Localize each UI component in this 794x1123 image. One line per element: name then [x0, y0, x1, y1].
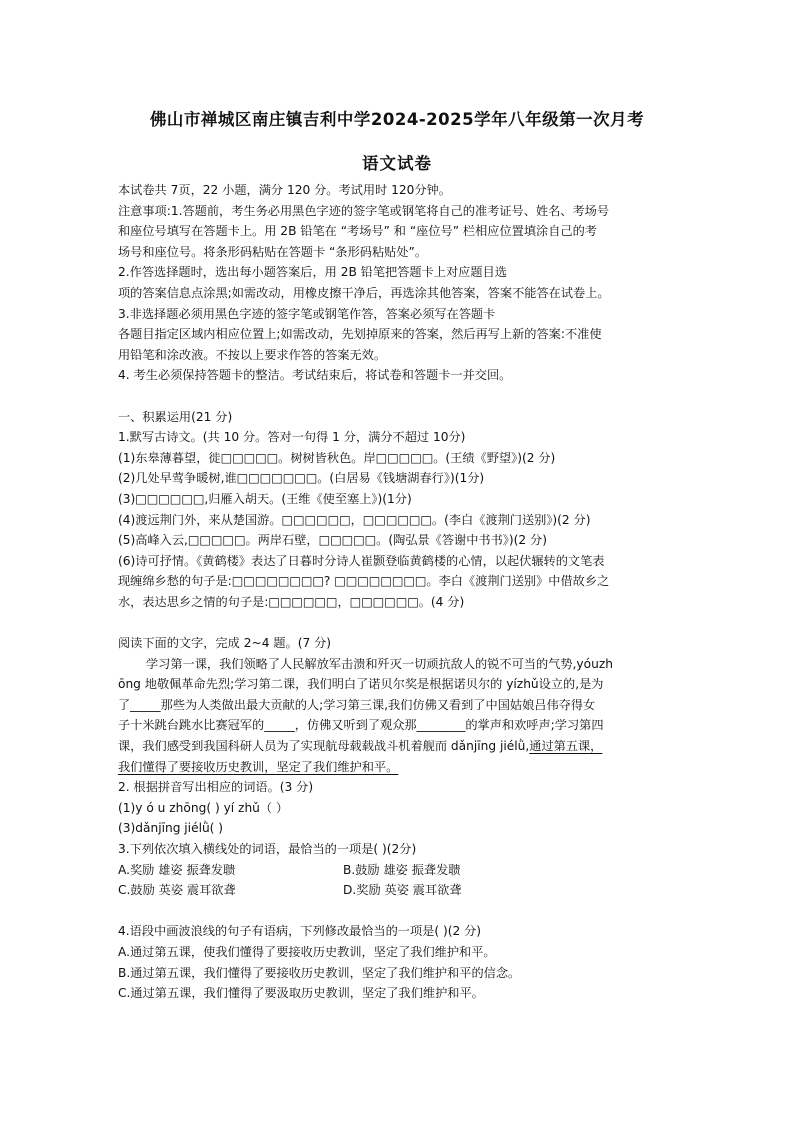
- intro-line: 项的答案信息点涂黑;如需改动，用橡皮擦干净后，再选涂其他答案，答案不能答在试卷上。: [118, 285, 610, 300]
- section-heading: 一、积累运用(21 分): [118, 409, 233, 424]
- reading-paragraph-line: 子十米跳台跳水比赛冠军的_____，仿佛又听到了观众那________的掌声和欢呼声;学习第四: [118, 718, 604, 733]
- question-line: (6)诗可抒情。《黄鹤楼》表达了日暮时分诗人崔颢登临黄鹤楼的心情，以起伏辗转的文笔表: [118, 553, 605, 568]
- reading-text: 课，我们感受到我国科研人员为了实现航母载载战斗机着舰而 dǎnjīng jiélǜ,: [118, 739, 530, 754]
- reading-paragraph-line: [118, 736, 698, 757]
- option-d: D.奖励 英姿 震耳欲聋: [343, 883, 462, 898]
- intro-line: 4. 考生必须保持答题卡的整洁。考试结束后，将试卷和答题卡一并交回。: [118, 368, 512, 383]
- question-3-stem: 3.下列依次填入横线处的词语，最恰当的一项是( )(2分): [118, 842, 417, 856]
- document-body: [118, 180, 698, 1004]
- option-b: B.通过第五课，我们懂得了要接收历史教训，坚定了我们维护和平的信念。: [118, 965, 521, 980]
- option-a: A.通过第五课，使我们懂得了要接收历史教训，坚定了我们维护和平。: [118, 944, 496, 959]
- reading-paragraph-line: 了_____那些为人类做出最大贡献的人;学习第三课,我们仿佛又看到了中国姑娘吕伟夺得女: [118, 697, 596, 712]
- intro-line: 注意事项:1.答题前，考生务必用黑色字迹的签字笔或钢笔将自己的准考证号、姓名、考场号: [118, 203, 610, 218]
- question-3-options-row: [118, 860, 698, 881]
- wavy-underlined-sentence: 通过第五课，: [529, 739, 603, 754]
- reading-paragraph-line: [118, 757, 698, 778]
- question-line: (2)几处早莺争暖树,谁□□□□□□□。(白居易《钱塘湖春行》)(1分): [118, 471, 485, 486]
- option-c: C.通过第五课，我们懂得了要汲取历史教训，坚定了我们维护和平。: [118, 986, 484, 1001]
- intro-line: 3.非选择题必须用黑色字迹的签字笔或钢笔作答，答案必须写在答题卡: [118, 306, 496, 321]
- intro-line: 场号和座位号。将条形码粘贴在答题卡 “条形码粘贴处”。: [118, 244, 428, 259]
- page-title: 佛山市禅城区南庄镇吉利中学2024-2025学年八年级第一次月考: [149, 110, 645, 129]
- question-2-stem: 2. 根据拼音写出相应的词语。(3 分): [118, 780, 314, 795]
- intro-line: 本试卷共 7页，22 小题，满分 120 分。考试用时 120分钟。: [118, 183, 451, 197]
- question-line: 水，表达思乡之情的句子是:□□□□□□，□□□□□□。(4 分): [118, 594, 465, 609]
- reading-paragraph-line: ōng 地敬佩革命先烈;学习第二课，我们明白了诺贝尔奖是根据诺贝尔的 yízhǔ设立的,是为: [118, 677, 604, 692]
- intro-line: 2.作答选择题时，选出每小题答案后，用 2B 铅笔把答题卡上对应题目选: [118, 265, 507, 280]
- question-line: 现缠绵乡愁的句子是:□□□□□□□□? □□□□□□□□。李白《渡荆门送别》中借故乡之: [118, 574, 610, 589]
- question-line: 1.默写古诗文。(共 10 分。答对一句得 1 分，满分不超过 10分): [118, 430, 466, 445]
- intro-line: 用铅笔和涂改液。不按以上要求作答的答案无效。: [118, 347, 387, 362]
- question-line: (1)东皋薄暮望，徙□□□□□。树树皆秋色。岸□□□□□。(王绩《野望》)(2 分): [118, 450, 556, 465]
- intro-line: 各题目指定区域内相应位置上;如需改动，先划掉原来的答案，然后再写上新的答案:不准使: [118, 327, 602, 342]
- intro-line: 和座位号填写在答题卡上。用 2B 铅笔在 “考场号” 和 “座位号” 栏相应位置填涂自己的考: [118, 224, 597, 239]
- question-2-line: (1)y ó u zhōng( ) yí zhǔ（ ）: [118, 800, 289, 815]
- option-b: B.鼓励 雄姿 振聋发聩: [343, 862, 461, 877]
- question-2-line: (3)dǎnjīng jiélǜ( ): [118, 821, 224, 836]
- question-line: (5)高峰入云,□□□□□。两岸石壁，□□□□□。(陶弘景《答谢中书书》)(2 分): [118, 533, 547, 548]
- question-line: (3)□□□□□□,归雁入胡天。(王维《使至塞上》)(1分): [118, 491, 412, 506]
- reading-paragraph-line: 学习第一课，我们领略了人民解放军击溃和歼灭一切顽抗敌人的锐不可当的气势,yóuzh: [146, 656, 613, 671]
- option-a: A.奖励 雄姿 振聋发聩: [118, 862, 236, 877]
- question-4-stem: 4.语段中画波浪线的句子有语病，下列修改最恰当的一项是( )(2 分): [118, 924, 482, 939]
- question-line: (4)渡远荆门外，来从楚国游。□□□□□□，□□□□□□。(李白《渡荆门送别》)(2 分): [118, 512, 591, 527]
- reading-heading: 阅读下面的文字，完成 2~4 题。(7 分): [118, 636, 332, 651]
- page-subtitle: 语文试卷: [362, 154, 432, 173]
- option-c: C.鼓励 英姿 震耳欲聋: [118, 883, 236, 898]
- question-3-options-row: [118, 880, 698, 901]
- wavy-underlined-sentence: 我们懂得了要接收历史教训，坚定了我们维护和平。: [118, 759, 399, 774]
